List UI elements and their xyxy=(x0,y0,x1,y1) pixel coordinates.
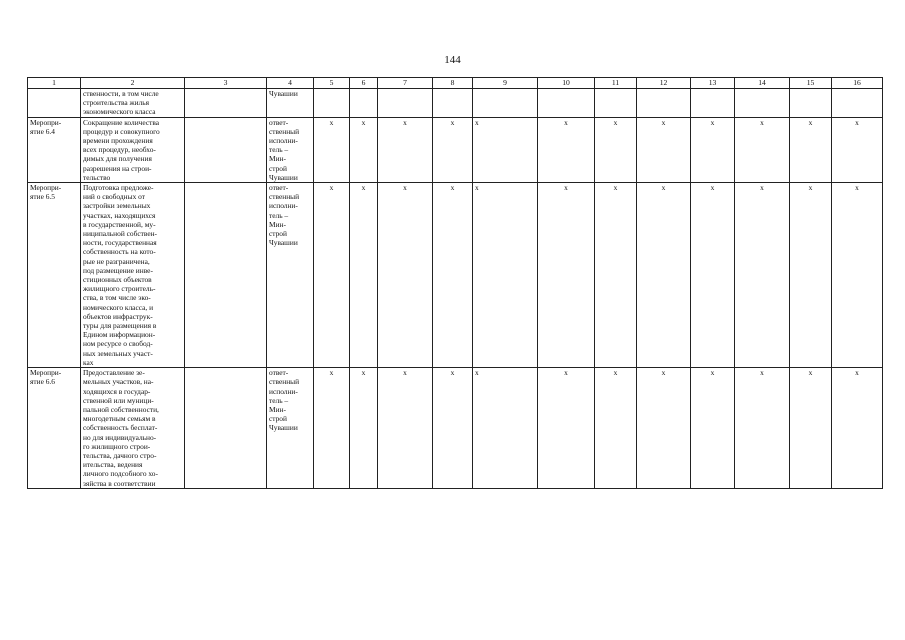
cell-line: ходящихся в государ- xyxy=(83,386,151,396)
col-header-7: 7 xyxy=(378,78,433,89)
header-row xyxy=(28,78,883,89)
mark-cell: x xyxy=(473,183,538,368)
cell-line: тель – xyxy=(269,210,289,220)
cell-line: Чувашии xyxy=(269,423,298,433)
cell-line: строй xyxy=(269,163,287,173)
cell-line: зяйства в соответствии xyxy=(83,478,156,488)
cell-line: го жилищного строи- xyxy=(83,441,151,451)
cell-line: туры для размещения в xyxy=(83,321,157,331)
cell-line: ительства, ведения xyxy=(83,460,143,470)
col-header-4: 4 xyxy=(267,78,314,89)
col-header-5: 5 xyxy=(314,78,350,89)
cell-line: застройки земельных xyxy=(83,201,151,211)
cell-line: исполни- xyxy=(269,386,298,396)
cell-line: ний о свободных от xyxy=(83,192,145,202)
col-header-13: 13 xyxy=(691,78,735,89)
cell-line: Меропри- xyxy=(30,368,62,378)
cell-line: но для индивидуально- xyxy=(83,432,157,442)
cell-line: ответ- xyxy=(269,368,289,378)
mark-cell xyxy=(378,89,433,118)
cell-line: собственность на кото- xyxy=(83,247,156,257)
cell-line: исполни- xyxy=(269,201,298,211)
mark-cell: x xyxy=(832,183,883,368)
mark-cell: x xyxy=(691,117,735,182)
cell-line: ятие 6.4 xyxy=(30,126,55,136)
mark-cell: x xyxy=(832,117,883,182)
executor-cell xyxy=(267,89,314,118)
mark-cell: x xyxy=(735,117,790,182)
col3-cell xyxy=(185,183,267,368)
cell-line: тельство xyxy=(83,172,111,182)
cell-line: ятие 6.5 xyxy=(30,192,55,202)
mark-cell xyxy=(691,89,735,118)
mark-cell: x xyxy=(735,368,790,489)
page-number: 144 xyxy=(444,54,461,66)
cell-line: исполни- xyxy=(269,136,298,146)
col-header-12: 12 xyxy=(637,78,691,89)
cell-line: ственный xyxy=(269,126,300,136)
mark-cell: x xyxy=(595,368,637,489)
cell-line: Чувашии xyxy=(269,238,298,248)
measure-name-cell xyxy=(81,89,185,118)
cell-line: ных земельных участ- xyxy=(83,348,153,358)
cell-line: в государственной, му- xyxy=(83,219,156,229)
mark-cell: x xyxy=(473,117,538,182)
mark-cell: x xyxy=(378,183,433,368)
col-header-14: 14 xyxy=(735,78,790,89)
col-header-8: 8 xyxy=(433,78,473,89)
mark-cell: x xyxy=(538,183,595,368)
cell-line: процедур и совокупного xyxy=(83,126,160,136)
executor-cell xyxy=(267,368,314,489)
mark-cell xyxy=(637,89,691,118)
measure-id-cell xyxy=(28,89,81,118)
mark-cell: x xyxy=(832,368,883,489)
cell-line: Мин- xyxy=(269,219,286,229)
mark-cell: x xyxy=(790,183,832,368)
mark-cell: x xyxy=(637,368,691,489)
col-header-10: 10 xyxy=(538,78,595,89)
cell-line: тельства, дачного стро- xyxy=(83,450,157,460)
cell-line: строительства жилья xyxy=(83,98,150,108)
table-row xyxy=(28,117,883,182)
mark-cell: x xyxy=(735,183,790,368)
mark-cell xyxy=(473,89,538,118)
mark-cell: x xyxy=(433,183,473,368)
mark-cell: x xyxy=(350,368,378,489)
cell-line: пальной собственности, xyxy=(83,404,159,414)
col-header-15: 15 xyxy=(790,78,832,89)
col-header-2: 2 xyxy=(81,78,185,89)
cell-line: Предоставление зе- xyxy=(83,368,145,378)
mark-cell: x xyxy=(350,117,378,182)
cell-line: под размещение инве- xyxy=(83,265,153,275)
mark-cell xyxy=(538,89,595,118)
mark-cell xyxy=(735,89,790,118)
col-header-9: 9 xyxy=(473,78,538,89)
cell-line: ственный xyxy=(269,192,300,202)
mark-cell: x xyxy=(595,117,637,182)
mark-cell: x xyxy=(637,117,691,182)
cell-line: ственный xyxy=(269,377,300,387)
mark-cell: x xyxy=(378,368,433,489)
mark-cell: x xyxy=(790,117,832,182)
cell-line: всех процедур, необхо- xyxy=(83,145,156,155)
mark-cell: x xyxy=(350,183,378,368)
executor-cell xyxy=(267,183,314,368)
mark-cell xyxy=(350,89,378,118)
mark-cell: x xyxy=(691,368,735,489)
cell-line: ности, государственная xyxy=(83,238,157,248)
col-header-1: 1 xyxy=(28,78,81,89)
cell-line: строй xyxy=(269,229,287,239)
mark-cell: x xyxy=(595,183,637,368)
cell-line: Едином информацион- xyxy=(83,330,156,340)
col-header-3: 3 xyxy=(185,78,267,89)
col3-cell xyxy=(185,89,267,118)
mark-cell xyxy=(790,89,832,118)
cell-line: мельных участков, на- xyxy=(83,377,154,387)
measure-name-cell xyxy=(81,368,185,489)
cell-line: тель – xyxy=(269,395,289,405)
cell-line: ках xyxy=(83,357,94,367)
cell-line: разрешения на строи- xyxy=(83,163,152,173)
cell-line: объектов инфраструк- xyxy=(83,311,153,321)
cell-line: личного подсобного хо- xyxy=(83,469,158,479)
cell-line: ства, в том числе эко- xyxy=(83,293,151,303)
measure-id-cell xyxy=(28,117,81,182)
cell-line: номического класса, и xyxy=(83,302,154,312)
measure-id-cell xyxy=(28,368,81,489)
cell-line: ном ресурсе о свобод- xyxy=(83,339,153,349)
cell-line: Сокращение количества xyxy=(83,117,160,127)
table-row xyxy=(28,89,883,118)
cell-line: Подготовка предложе- xyxy=(83,183,154,193)
cell-line: Мин- xyxy=(269,154,286,164)
col-header-16: 16 xyxy=(832,78,883,89)
cell-line: собственность бесплат- xyxy=(83,423,158,433)
measures-table xyxy=(27,77,883,489)
cell-line: димых для получения xyxy=(83,154,152,164)
mark-cell: x xyxy=(473,368,538,489)
cell-line: Чувашии xyxy=(269,172,298,182)
cell-line: участках, находящихся xyxy=(83,210,156,220)
executor-cell xyxy=(267,117,314,182)
mark-cell xyxy=(433,89,473,118)
mark-cell xyxy=(314,89,350,118)
mark-cell: x xyxy=(433,368,473,489)
mark-cell: x xyxy=(538,368,595,489)
cell-line: Чувашии xyxy=(269,89,298,98)
mark-cell: x xyxy=(314,117,350,182)
table-row xyxy=(28,368,883,489)
cell-line: ственной или муници- xyxy=(83,395,154,405)
cell-line: жилищного строитель- xyxy=(83,284,156,294)
cell-line: Меропри- xyxy=(30,117,62,127)
col3-cell xyxy=(185,117,267,182)
cell-line: строй xyxy=(269,414,287,424)
measure-name-cell xyxy=(81,117,185,182)
cell-line: ответ- xyxy=(269,183,289,193)
cell-line: рые не разграничена, xyxy=(83,256,150,266)
mark-cell: x xyxy=(314,183,350,368)
mark-cell xyxy=(832,89,883,118)
cell-line: ятие 6.6 xyxy=(30,377,55,387)
cell-line: времени прохождения xyxy=(83,136,153,146)
mark-cell: x xyxy=(790,368,832,489)
cell-line: многодетным семьям в xyxy=(83,414,156,424)
col-header-6: 6 xyxy=(350,78,378,89)
cell-line: Меропри- xyxy=(30,183,62,193)
table-row xyxy=(28,183,883,368)
cell-line: Мин- xyxy=(269,404,286,414)
col3-cell xyxy=(185,368,267,489)
mark-cell: x xyxy=(433,117,473,182)
cell-line: ственности, в том числе xyxy=(83,89,159,98)
mark-cell: x xyxy=(637,183,691,368)
measure-id-cell xyxy=(28,183,81,368)
cell-line: ниципальной собствен- xyxy=(83,229,158,239)
cell-line: стиционных объектов xyxy=(83,275,152,285)
mark-cell: x xyxy=(691,183,735,368)
cell-line: ответ- xyxy=(269,117,289,127)
cell-line: экономического класса xyxy=(83,107,156,117)
mark-cell: x xyxy=(314,368,350,489)
cell-line: тель – xyxy=(269,145,289,155)
mark-cell xyxy=(595,89,637,118)
mark-cell: x xyxy=(538,117,595,182)
table-body xyxy=(28,89,883,489)
col-header-11: 11 xyxy=(595,78,637,89)
measure-name-cell xyxy=(81,183,185,368)
mark-cell: x xyxy=(378,117,433,182)
